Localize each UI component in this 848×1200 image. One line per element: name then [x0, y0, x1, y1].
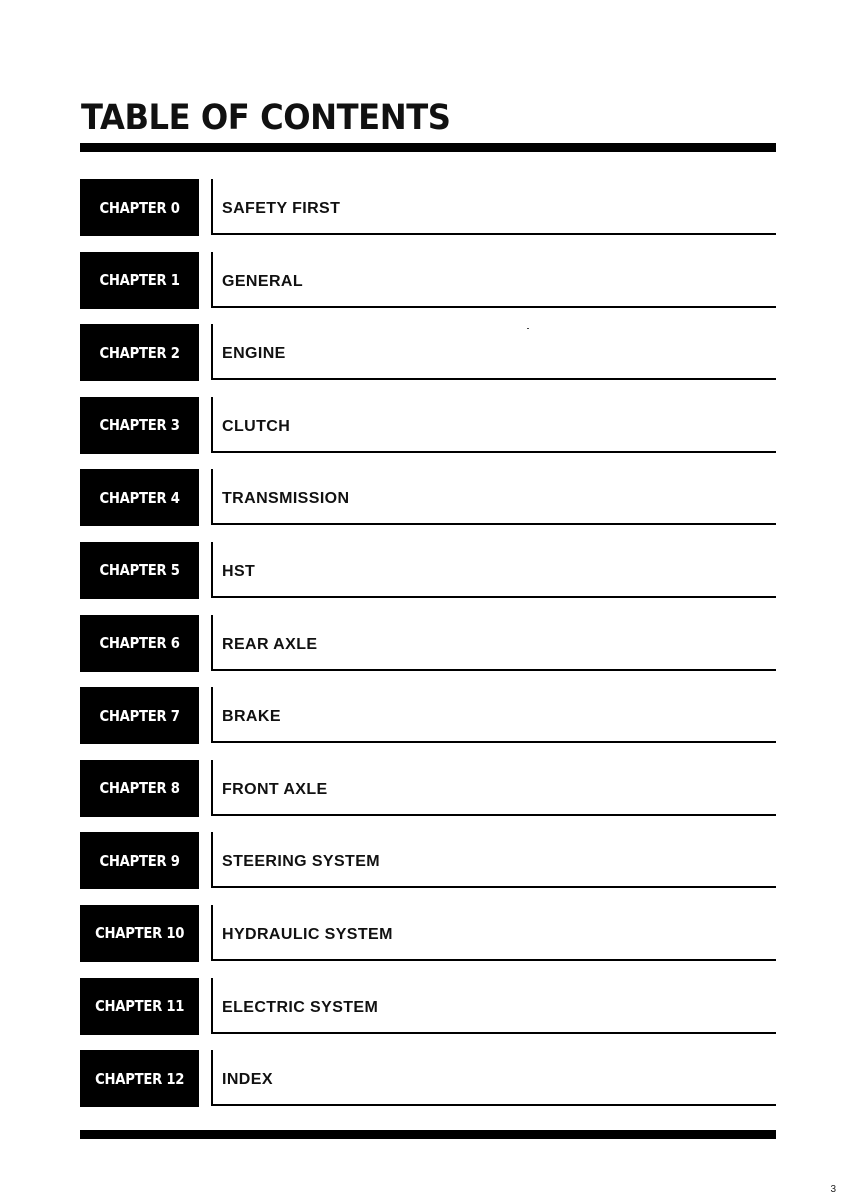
page-number: 3 [830, 1184, 836, 1195]
toc-row-chapter-7[interactable] [80, 687, 776, 744]
chapter-badge: CHAPTER 5 [80, 542, 199, 599]
chapter-badge: CHAPTER 2 [80, 324, 199, 381]
chapter-entry [211, 760, 776, 816]
chapter-badge: CHAPTER 11 [80, 978, 199, 1035]
chapter-badge: CHAPTER 9 [80, 832, 199, 889]
print-speck [527, 328, 529, 329]
chapter-entry [211, 397, 776, 453]
chapter-title: TRANSMISSION [222, 490, 350, 508]
chapter-title: GENERAL [222, 272, 304, 290]
chapter-badge: CHAPTER 1 [80, 252, 199, 309]
toc-list [80, 179, 776, 1123]
chapter-entry [211, 179, 776, 235]
chapter-badge: CHAPTER 0 [80, 179, 199, 236]
chapter-entry [211, 469, 776, 525]
chapter-title: STEERING SYSTEM [222, 853, 381, 871]
chapter-badge: CHAPTER 3 [80, 397, 199, 454]
toc-row-chapter-0[interactable] [80, 179, 776, 236]
chapter-entry [211, 542, 776, 598]
chapter-entry [211, 832, 776, 888]
toc-row-chapter-11[interactable] [80, 978, 776, 1035]
page-title: TABLE OF CONTENTS [81, 98, 451, 138]
toc-row-chapter-8[interactable] [80, 760, 776, 817]
chapter-badge: CHAPTER 4 [80, 469, 199, 526]
chapter-badge: CHAPTER 6 [80, 615, 199, 672]
chapter-entry [211, 1050, 776, 1106]
chapter-entry [211, 905, 776, 961]
chapter-badge: CHAPTER 7 [80, 687, 199, 744]
toc-row-chapter-5[interactable] [80, 542, 776, 599]
chapter-title: HYDRAULIC SYSTEM [222, 925, 393, 943]
title-rule [80, 143, 776, 152]
toc-row-chapter-3[interactable] [80, 397, 776, 454]
chapter-badge: CHAPTER 10 [80, 905, 199, 962]
chapter-entry [211, 978, 776, 1034]
chapter-entry [211, 687, 776, 743]
toc-row-chapter-10[interactable] [80, 905, 776, 962]
toc-row-chapter-6[interactable] [80, 615, 776, 672]
toc-row-chapter-12[interactable] [80, 1050, 776, 1107]
chapter-entry [211, 615, 776, 671]
footer-rule [80, 1130, 776, 1139]
chapter-title: SAFETY FIRST [222, 200, 341, 217]
chapter-badge: CHAPTER 8 [80, 760, 199, 817]
chapter-title: BRAKE [222, 708, 281, 726]
toc-row-chapter-4[interactable] [80, 469, 776, 526]
chapter-entry [211, 324, 776, 380]
chapter-title: FRONT AXLE [222, 780, 328, 798]
toc-row-chapter-2[interactable] [80, 324, 776, 381]
chapter-entry [211, 252, 776, 308]
chapter-title: ENGINE [222, 345, 286, 363]
chapter-title: INDEX [222, 1071, 273, 1089]
chapter-title: ELECTRIC SYSTEM [222, 998, 379, 1016]
chapter-title: CLUTCH [222, 417, 291, 435]
toc-row-chapter-9[interactable] [80, 832, 776, 889]
toc-row-chapter-1[interactable] [80, 252, 776, 309]
chapter-title: REAR AXLE [222, 635, 318, 653]
chapter-badge: CHAPTER 12 [80, 1050, 199, 1107]
chapter-title: HST [222, 562, 256, 580]
